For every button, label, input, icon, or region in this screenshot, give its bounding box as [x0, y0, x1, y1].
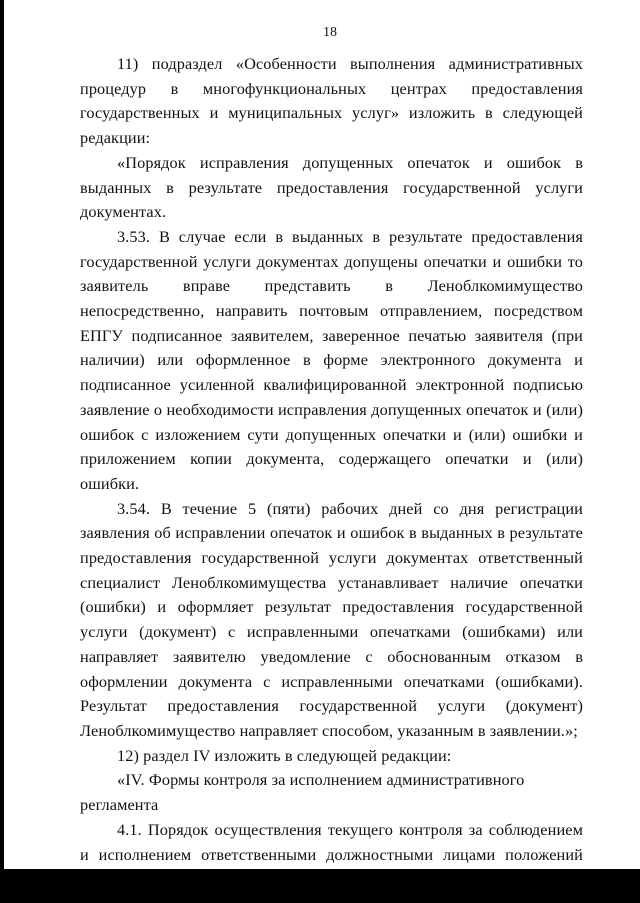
paragraph-correction-heading: «Порядок исправления допущенных опечаток и ошибок в выданных в результате предоставления государственной услуги документах. — [80, 152, 583, 222]
document-body — [80, 52, 583, 892]
paragraph-4-1: 4.1. Порядок осуществления текущего контроля за соблюдением и исполнением ответственными должностными лицами положений — [80, 819, 583, 864]
page-number: 18 — [323, 25, 337, 40]
paragraph-item-11: 11) подраздел «Особенности выполнения административных процедур в многофункциональных центрах предоставления государственных и муниципальных услуг» изложить в следующей редакции: — [80, 54, 583, 148]
paragraph-3-53: 3.53. В случае если в выданных в результате предоставления государственной услуги документах допущены опечатки и ошибки то заявитель вправе представить в Леноблкомимущество непосредственно, направить почтовым отправлением, посредством ЕПГУ подписанное заявителем, заверенное печатью заявителя (при наличии) или оформленное в форме электронного документа и подписанное усиленной квалифицированной электронной подписью заявление о необходимости исправления допущенных опечаток и (или) ошибок с изложением сути допущенных опечатки и (или) ошибки и приложением копии документа, содержащего опечатки и (или) ошибки. — [80, 226, 583, 493]
paragraph-3-54: 3.54. В течение 5 (пяти) рабочих дней со дня регистрации заявления об исправлении опечаток и ошибок в выданных в результате предоставления государственной услуги документах ответственный специалист Леноблкомимущества устанавливает наличие опечатки (ошибки) и оформляет результат предоставления государственной услуги (документ) с исправленными опечатками (ошибками) или направляет заявителю уведомление с обоснованным отказом в оформлении документа с исправленными опечатками (ошибками). Результат предоставления государственной услуги (документ) Леноблкомимущество направляет способом, указанным в заявлении.»; — [80, 498, 583, 740]
scan-border-bottom — [0, 869, 640, 903]
paragraph-item-12: 12) раздел IV изложить в следующей редакции: — [117, 745, 452, 765]
section-iv-heading: «IV. Формы контроля за исполнением административного регламента — [80, 770, 525, 815]
